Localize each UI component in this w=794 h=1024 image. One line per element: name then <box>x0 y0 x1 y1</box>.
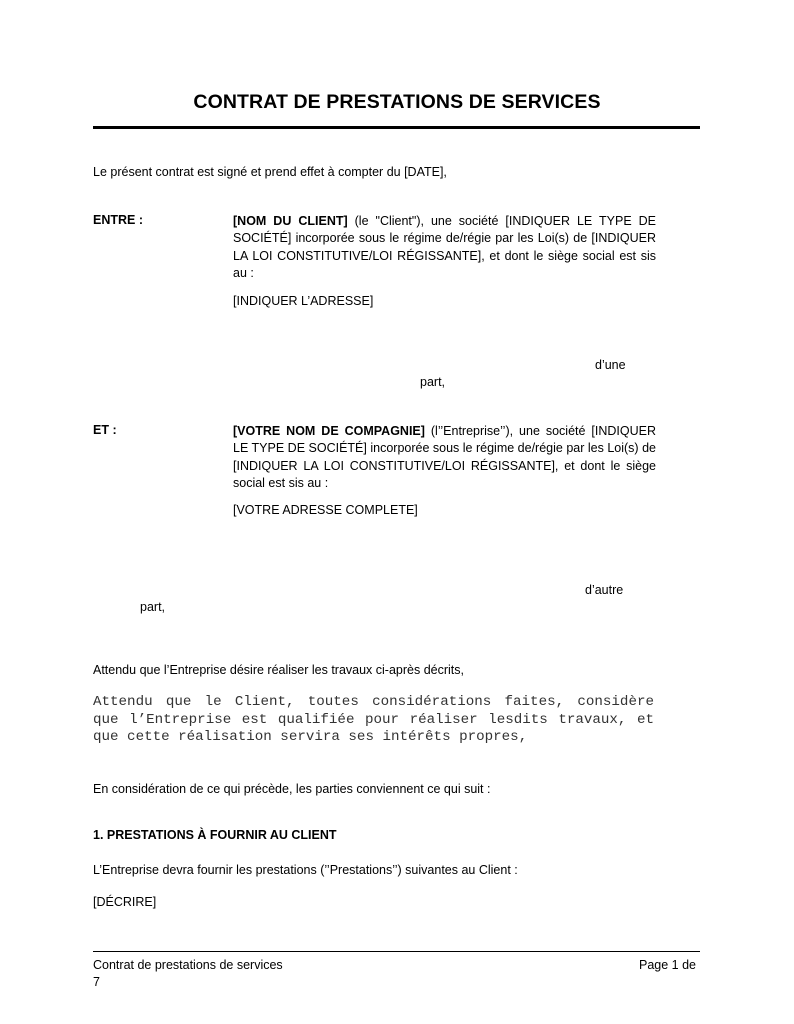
party2-closing-b: part, <box>140 600 166 614</box>
footer-page-label: Page 1 de <box>639 958 696 972</box>
party1-description <box>233 213 656 282</box>
consideration-paragraph: En considération de ce qui précède, les parties conviennent ce qui suit : <box>93 782 491 796</box>
whereas-paragraph-1: Attendu que l’Entreprise désire réaliser les travaux ci-après décrits, <box>93 663 465 677</box>
party2-label: ET : <box>93 423 117 437</box>
footer-doc-title: Contrat de prestations de services <box>93 958 283 972</box>
section1-text: L’Entreprise devra fournir les prestations (’’Prestations’’) suivantes au Client : <box>93 863 518 877</box>
party1-label: ENTRE : <box>93 213 143 227</box>
party1-closing-a: d’une <box>595 358 626 372</box>
party2-description <box>233 423 656 492</box>
party1-address: [INDIQUER L’ADRESSE] <box>233 294 374 308</box>
section1-heading: 1. PRESTATIONS À FOURNIR AU CLIENT <box>93 828 337 842</box>
footer-divider <box>93 951 700 952</box>
footer-doc-name <box>93 957 283 991</box>
party2-closing-a: d’autre <box>585 583 624 597</box>
party1-closing-b: part, <box>420 375 446 389</box>
party1-name: [NOM DU CLIENT] <box>233 214 348 228</box>
whereas-paragraph-2: Attendu que le Client, toutes considérations faites, considère que l’Entreprise est qualifiée pour réaliser lesdits travaux, et que cette réalisation servira ses intérêts propres, <box>93 694 654 745</box>
document-title: CONTRAT DE PRESTATIONS DE SERVICES <box>193 91 601 113</box>
party2-text: (l’’Entreprise’’), une société [INDIQUER LE TYPE DE SOCIÉTÉ] incorporée sous le régime de/régie par les Loi(s) de [INDIQUER LA LOI CONSTITUTIVE/LOI RÉGISSANTE], et dont le siège social est sis au : <box>233 424 656 490</box>
title-underline <box>93 126 700 129</box>
party2-address: [VOTRE ADRESSE COMPLETE] <box>233 503 418 517</box>
party1-text: (le "Client"), une société [INDIQUER LE TYPE DE SOCIÉTÉ] incorporée sous le régime de/régie par les Loi(s) de [INDIQUER LA LOI CONSTITUTIVE/LOI RÉGISSANTE], et dont le siège social est sis au : <box>233 214 656 280</box>
footer-page-total: 7 <box>93 975 100 989</box>
section1-placeholder: [DÉCRIRE] <box>93 895 157 909</box>
party2-name: [VOTRE NOM DE COMPAGNIE] <box>233 424 425 438</box>
intro-paragraph: Le présent contrat est signé et prend effet à compter du [DATE], <box>93 165 447 179</box>
